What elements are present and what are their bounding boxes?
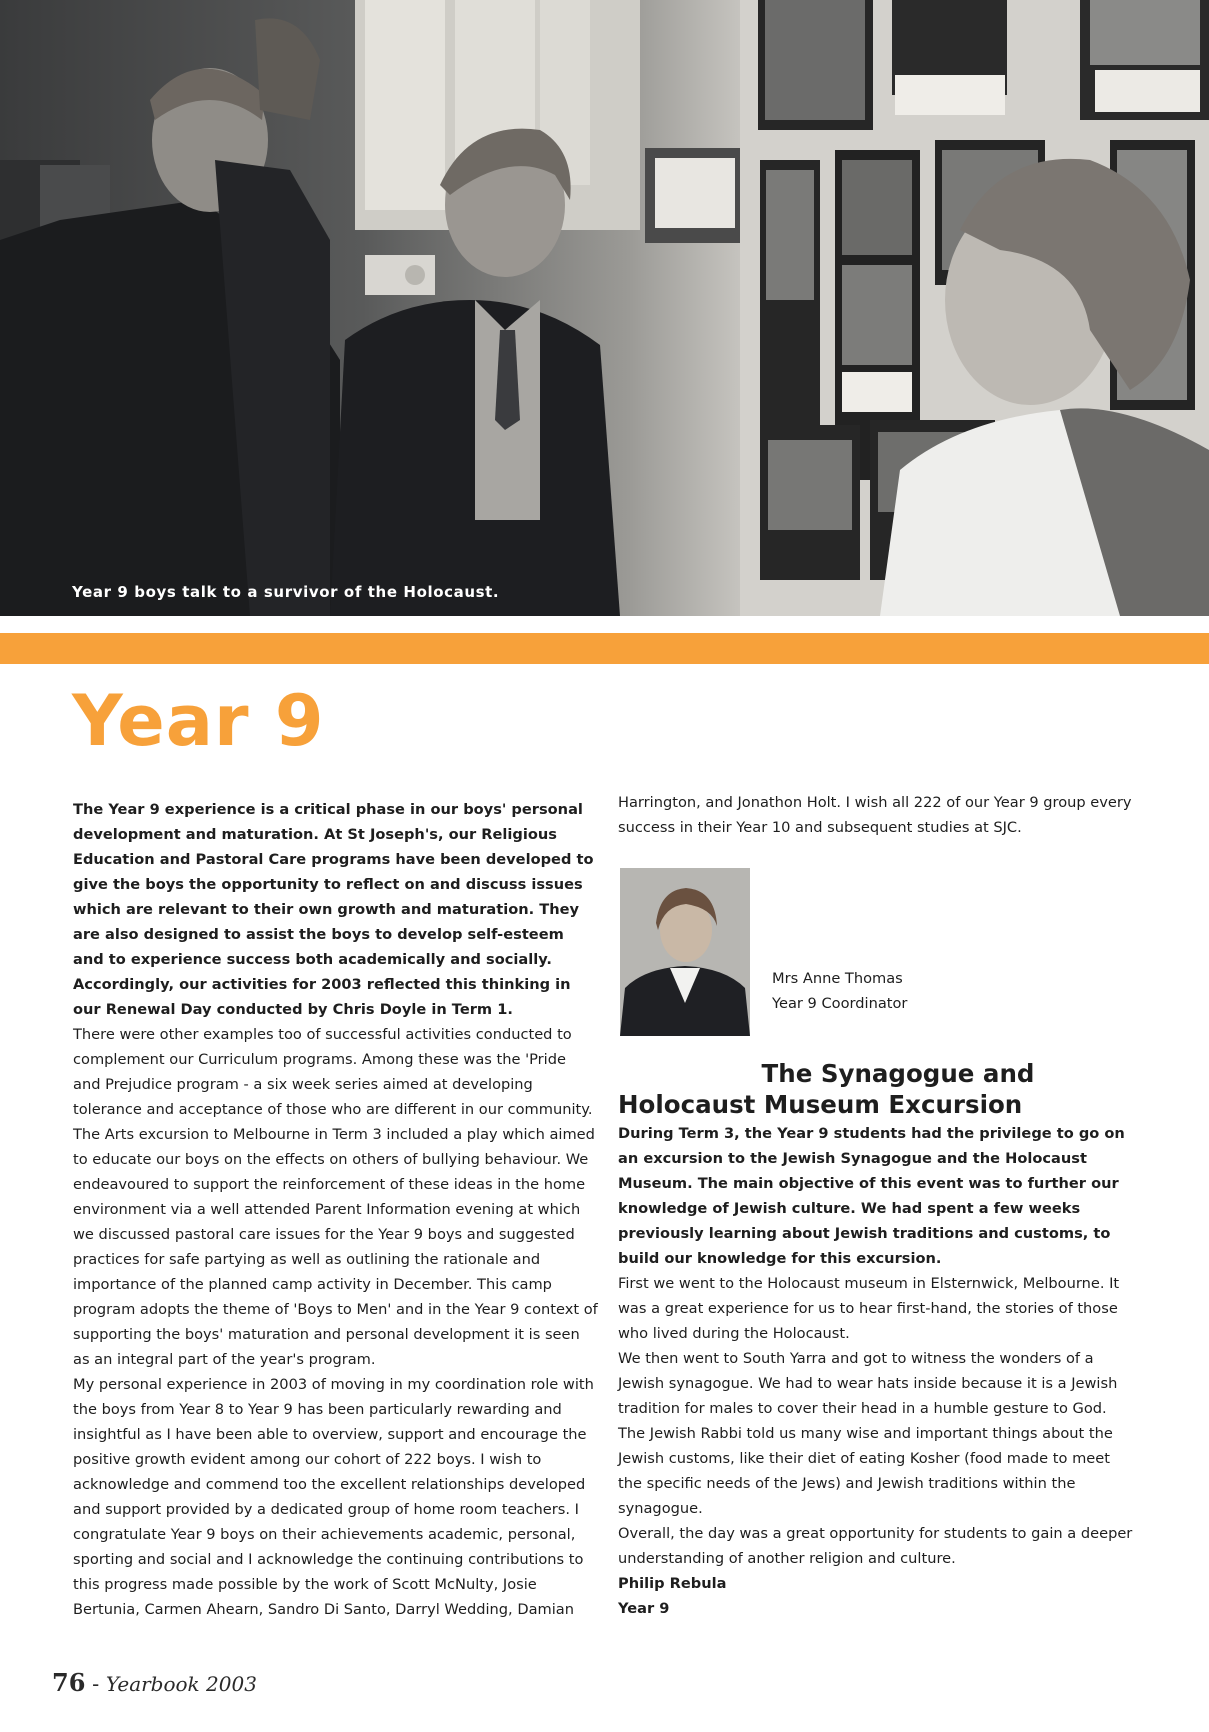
intro-paragraph: The Year 9 experience is a critical phase in our boys' personal development and maturation. At St Joseph's, our Religious Education and Pastoral Care programs have been developed to give the boys the opportunity to reflect on and discuss issues which are relevant to their own growth and maturation. They are also designed to assist the boys to develop self-esteem and to experience success both academically and socially. Accordingly, our activities for 2003 reflected this thinking in our Renewal Day conducted by Chris Doyle in Term 1. [73, 801, 594, 1018]
excursion-paragraph-conclusion: Overall, the day was a great opportunity for students to gain a deeper understanding of another religion and culture. [618, 1525, 1133, 1567]
excursion-heading [618, 1058, 1138, 1120]
left-column [73, 797, 598, 1622]
excursion-intro-paragraph: During Term 3, the Year 9 students had the privilege to go on an excursion to the Jewish Synagogue and the Holocaust Museum. The main objective of this event was to further our knowledge of Jewish culture. We had spent a few weeks previously learning about Jewish traditions and customs, to build our knowledge for this excursion. [618, 1125, 1125, 1267]
orange-divider-band [0, 633, 1209, 664]
hero-photo [0, 0, 1209, 616]
portrait-illustration [620, 868, 750, 1036]
right-column-continuation [618, 790, 1138, 840]
excursion-paragraph-synagogue: We then went to South Yarra and got to witness the wonders of a Jewish synagogue. We had to wear hats inside because it is a Jewish tradition for males to cover their head in a humble gesture to God. The Jewish Rabbi told us many wise and important things about the Jewish customs, like their diet of eating Kosher (food made to meet the specific needs of the Jews) and Jewish traditions within the synagogue. [618, 1350, 1118, 1517]
page-number: 76 [52, 1668, 86, 1697]
coordinator-name: Mrs Anne Thomas [772, 970, 903, 987]
activities-paragraph: There were other examples too of successful activities conducted to complement our Curriculum programs. Among these was the 'Pride and Prejudice program - a six week series aimed at developing tolerance and acceptance of those who are different in our community. The Arts excursion to Melbourne in Term 3 included a play which aimed to educate our boys on the effects on others of bullying behaviour. We endeavoured to support the reinforcement of these ideas in the home environment via a well attended Parent Information evening at which we discussed pastoral care issues for the Year 9 boys and suggested practices for safe partying as well as outlining the rationale and importance of the planned camp activity in December. This camp program adopts the theme of 'Boys to Men' and in the Year 9 context of supporting the boys' maturation and personal development it is seen as an integral part of the year's program. [73, 1026, 598, 1368]
page-title: Year 9 [72, 680, 325, 762]
coordinator-role: Year 9 Coordinator [772, 995, 908, 1012]
coordinator-reflection-paragraph: My personal experience in 2003 of moving in my coordination role with the boys from Year 8 to Year 9 has been particularly rewarding and insightful as I have been able to overview, support and encourage the positive growth evident among our cohort of 222 boys. I wish to acknowledge and commend too the excellent relationships developed and support provided by a dedicated group of home room teachers. I congratulate Year 9 boys on their achievements academic, personal, sporting and social and I acknowledge the continuing contributions to this progress made possible by the work of Scott McNulty, Josie Bertunia, Carmen Ahearn, Sandro Di Santo, Darryl Wedding, Damian [73, 1376, 594, 1618]
coordinator-caption [772, 966, 907, 1016]
publication-name: Yearbook 2003 [105, 1672, 257, 1696]
continuation-paragraph: Harrington, and Jonathon Holt. I wish all 222 of our Year 9 group every success in their Year 10 and subsequent studies at SJC. [618, 794, 1132, 836]
excursion-author-class: Year 9 [618, 1600, 670, 1617]
excursion-heading-line-2: Holocaust Museum Excursion [618, 1090, 1023, 1119]
coordinator-portrait [620, 868, 750, 1036]
excursion-paragraph-museum: First we went to the Holocaust museum in Elsternwick, Melbourne. It was a great experience for us to hear first-hand, the stories of those who lived during the Holocaust. [618, 1275, 1120, 1342]
excursion-author: Philip Rebula [618, 1575, 727, 1592]
page-folio [52, 1668, 257, 1697]
photo-caption: Year 9 boys talk to a survivor of the Holocaust. [72, 583, 500, 601]
excursion-article [618, 1121, 1138, 1621]
hero-photo-illustration [0, 0, 1209, 616]
folio-separator: - [92, 1672, 100, 1696]
excursion-heading-line-1: The Synagogue and [761, 1059, 1035, 1088]
